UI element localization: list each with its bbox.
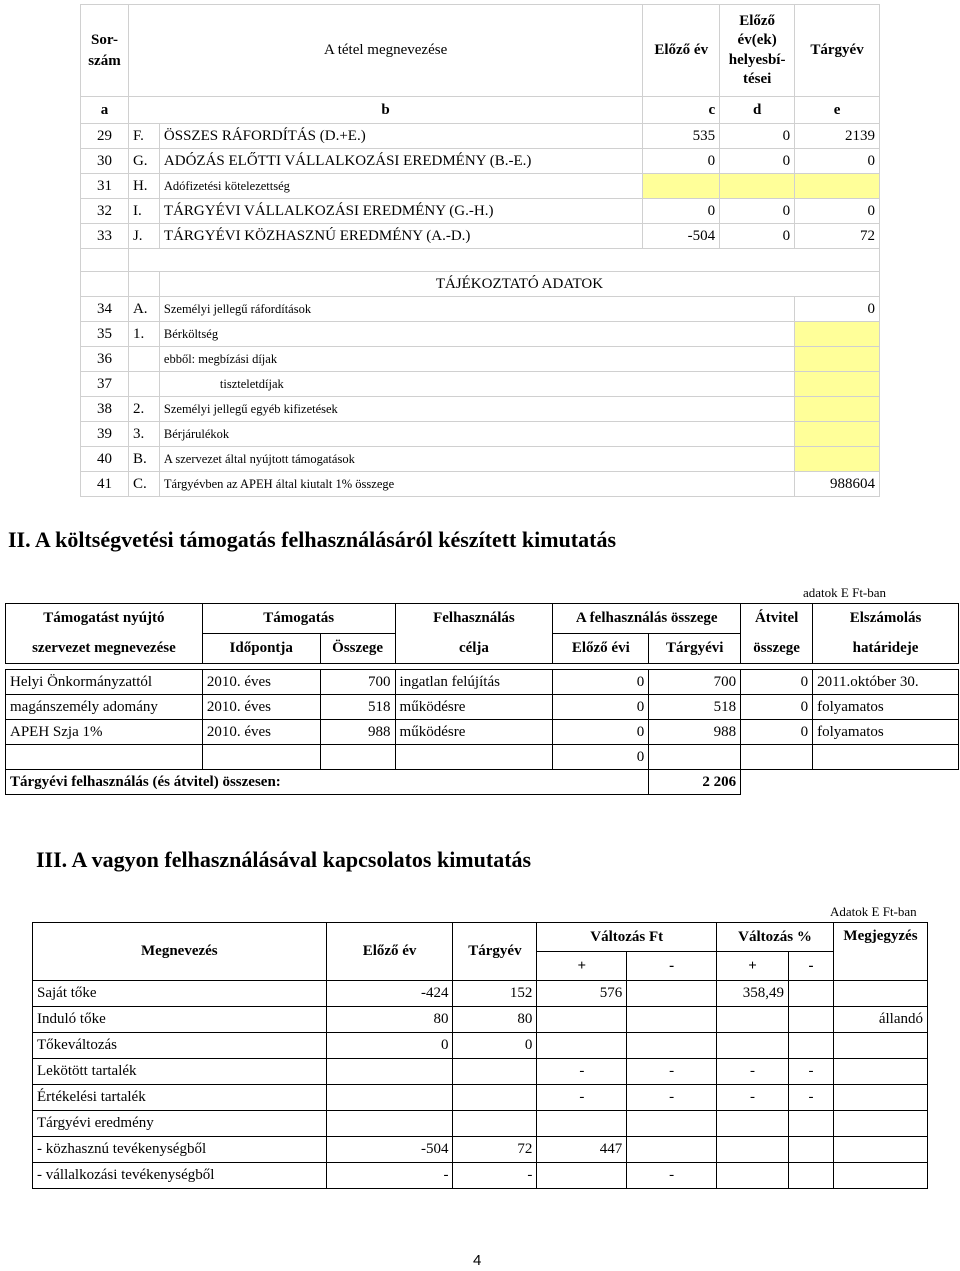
- cell-prev: 0: [553, 745, 649, 770]
- header-tamogatast-nyujto: Támogatást nyújtó: [6, 604, 203, 634]
- info-row: [81, 472, 880, 497]
- cell-note: állandó: [833, 1007, 927, 1033]
- header-targyev: Tárgyév: [795, 5, 880, 97]
- value-helyesbites: 0: [720, 124, 795, 149]
- cell-ft-plus: 447: [537, 1137, 627, 1163]
- cell-ft-minus: [627, 1137, 717, 1163]
- cell-note: [833, 1085, 927, 1111]
- cell-ft-plus: 576: [537, 981, 627, 1007]
- cell-amount: 700: [320, 670, 395, 695]
- cell-date: 2010. éves: [202, 670, 320, 695]
- cell-pct-plus: [717, 1163, 789, 1189]
- cell-ft-minus: -: [627, 1163, 717, 1189]
- table-row: [81, 124, 880, 149]
- cell-curr: [453, 1111, 537, 1137]
- row-label: Tárgyévben az APEH által kiutalt 1% összege: [159, 472, 794, 497]
- subsidy-table: [5, 603, 959, 795]
- info-row: [81, 322, 880, 347]
- header-felhasznalas: Felhasználás: [395, 604, 553, 634]
- cell-deadline: 2011.október 30.: [813, 670, 959, 695]
- row-code: I.: [128, 199, 159, 224]
- header-valtozas-pct: Változás %: [717, 923, 834, 952]
- total-value: 2 206: [649, 770, 741, 795]
- row-code: B.: [128, 447, 159, 472]
- cell-pct-minus: [789, 981, 834, 1007]
- letter-e: e: [795, 97, 880, 124]
- cell-amount: 988: [320, 720, 395, 745]
- cell-prev: -504: [326, 1137, 453, 1163]
- cell-prev: [326, 1059, 453, 1085]
- cell-date: [202, 745, 320, 770]
- header-helyesbitesei: Előző év(ek) helyesbí- tései: [720, 5, 795, 97]
- cell-carry: 0: [741, 695, 813, 720]
- cell-ft-plus: -: [537, 1085, 627, 1111]
- row-code: C.: [128, 472, 159, 497]
- cell-amount: [320, 745, 395, 770]
- header-hatarideje: határideje: [813, 634, 959, 664]
- value-targyev: [795, 174, 880, 199]
- table-row: [33, 1033, 928, 1059]
- value-targyev: 0: [795, 149, 880, 174]
- cell-prev: -: [326, 1163, 453, 1189]
- cell-curr: -: [453, 1163, 537, 1189]
- cell-pct-minus: [789, 1111, 834, 1137]
- cell-deadline: [813, 745, 959, 770]
- value-elozo-ev: 535: [643, 124, 720, 149]
- asset-table: [32, 922, 928, 1189]
- section3-unit-note: Adatok E Ft-ban: [830, 904, 917, 919]
- cell-date: 2010. éves: [202, 720, 320, 745]
- row-code: [128, 347, 159, 372]
- row-number: 30: [81, 149, 129, 174]
- section2-unit-note: adatok E Ft-ban: [803, 585, 887, 600]
- cell-label: Tárgyévi eredmény: [33, 1111, 327, 1137]
- cell-ft-minus: [627, 1007, 717, 1033]
- cell-pct-plus: [717, 1111, 789, 1137]
- row-code: 3.: [128, 422, 159, 447]
- header-idopontja: Időpontja: [202, 634, 320, 664]
- table-row: [33, 1059, 928, 1085]
- header-elozo-ev: Előző év: [643, 5, 720, 97]
- cell-carry: 0: [741, 670, 813, 695]
- info-row: [81, 372, 880, 397]
- cell-prev: [326, 1111, 453, 1137]
- letter-c: c: [643, 97, 720, 124]
- row-label: ADÓZÁS ELŐTTI VÁLLALKOZÁSI EREDMÉNY (B.-E.): [159, 149, 642, 174]
- value-targyev: [795, 372, 880, 397]
- cell-ft-minus: [627, 1111, 717, 1137]
- cell-ft-plus: [537, 1033, 627, 1059]
- letter-b: b: [128, 97, 642, 124]
- cell-ft-plus: -: [537, 1059, 627, 1085]
- cell-curr: [453, 1085, 537, 1111]
- header-elszamolas: Elszámolás: [813, 604, 959, 634]
- table-row: [81, 199, 880, 224]
- header-elozo-ev: Előző év: [326, 923, 453, 981]
- results-table: [80, 4, 880, 497]
- row-label: ebből: megbízási díjak: [159, 347, 794, 372]
- letter-d: d: [720, 97, 795, 124]
- row-number: 38: [81, 397, 129, 422]
- cell-label: Tőkeváltozás: [33, 1033, 327, 1059]
- cell-org: Helyi Önkormányzattól: [6, 670, 203, 695]
- row-code: H.: [128, 174, 159, 199]
- row-label: tiszteletdíjak: [159, 372, 794, 397]
- cell-curr: 518: [649, 695, 741, 720]
- cell-pct-minus: [789, 1163, 834, 1189]
- cell-curr: 700: [649, 670, 741, 695]
- cell-pct-plus: 358,49: [717, 981, 789, 1007]
- cell-prev: [326, 1085, 453, 1111]
- header-sign: -: [627, 952, 717, 981]
- total-label: Tárgyévi felhasználás (és átvitel) összesen:: [6, 770, 649, 795]
- table-row: [33, 1163, 928, 1189]
- cell-label: - közhasznú tevékenységből: [33, 1137, 327, 1163]
- value-elozo-ev: 0: [643, 199, 720, 224]
- cell-pct-minus: -: [789, 1059, 834, 1085]
- row-number: 39: [81, 422, 129, 447]
- table-row: [81, 149, 880, 174]
- cell-ft-minus: -: [627, 1085, 717, 1111]
- info-row: [81, 297, 880, 322]
- header-megjegyzes: Megjegyzés: [833, 923, 927, 981]
- cell-purpose: [395, 745, 553, 770]
- cell-note: [833, 981, 927, 1007]
- cell-pct-plus: [717, 1137, 789, 1163]
- header-targyev: Tárgyév: [453, 923, 537, 981]
- section2-title: II. A költségvetési támogatás felhasználásáról készített kimutatás: [8, 527, 617, 552]
- cell-note: [833, 1137, 927, 1163]
- cell-ft-plus: [537, 1163, 627, 1189]
- row-code: J.: [128, 224, 159, 249]
- cell-pct-minus: [789, 1007, 834, 1033]
- table-row: [33, 981, 928, 1007]
- header-atvitel-osszege: összege: [741, 634, 813, 664]
- info-row: [81, 347, 880, 372]
- cell-label: Induló tőke: [33, 1007, 327, 1033]
- value-targyev: 0: [795, 199, 880, 224]
- row-code: 1.: [128, 322, 159, 347]
- row-label: Személyi jellegű ráfordítások: [159, 297, 794, 322]
- section3-title: III. A vagyon felhasználásával kapcsolatos kimutatás: [36, 847, 532, 872]
- info-row: [81, 422, 880, 447]
- row-label: Személyi jellegű egyéb kifizetések: [159, 397, 794, 422]
- row-label: ÖSSZES RÁFORDÍTÁS (D.+E.): [159, 124, 642, 149]
- info-row: [81, 447, 880, 472]
- header-sign: +: [537, 952, 627, 981]
- header-megnevezes: A tétel megnevezése: [128, 5, 642, 97]
- cell-pct-minus: -: [789, 1085, 834, 1111]
- header-tamogatas: Támogatás: [202, 604, 395, 634]
- row-code: G.: [128, 149, 159, 174]
- row-number: 29: [81, 124, 129, 149]
- value-helyesbites: 0: [720, 224, 795, 249]
- header-sign: -: [789, 952, 834, 981]
- row-number: 35: [81, 322, 129, 347]
- cell-pct-plus: -: [717, 1085, 789, 1111]
- cell-purpose: ingatlan felújítás: [395, 670, 553, 695]
- cell-curr: 988: [649, 720, 741, 745]
- table-row: [81, 224, 880, 249]
- row-code: F.: [128, 124, 159, 149]
- header-felhasznalas-osszege: A felhasználás összege: [553, 604, 741, 634]
- cell-prev: -424: [326, 981, 453, 1007]
- value-targyev: [795, 347, 880, 372]
- cell-carry: [741, 745, 813, 770]
- header-elozo-evi: Előző évi: [553, 634, 649, 664]
- cell-ft-minus: [627, 981, 717, 1007]
- info-row: [81, 397, 880, 422]
- cell-curr: [649, 745, 741, 770]
- cell-note: [833, 1163, 927, 1189]
- row-number: 31: [81, 174, 129, 199]
- header-celja: célja: [395, 634, 553, 664]
- cell-prev: 0: [326, 1033, 453, 1059]
- row-code: [128, 372, 159, 397]
- cell-pct-plus: [717, 1007, 789, 1033]
- cell-pct-minus: [789, 1137, 834, 1163]
- cell-prev: 0: [553, 670, 649, 695]
- header-sorszam: Sor- szám: [81, 5, 129, 97]
- info-title: TÁJÉKOZTATÓ ADATOK: [159, 272, 879, 297]
- row-label: Bérköltség: [159, 322, 794, 347]
- letter-a: a: [81, 97, 129, 124]
- cell-curr: [453, 1059, 537, 1085]
- cell-label: - vállalkozási tevékenységből: [33, 1163, 327, 1189]
- row-code: A.: [128, 297, 159, 322]
- value-helyesbites: [720, 174, 795, 199]
- cell-prev: 0: [553, 695, 649, 720]
- page-number: 4: [473, 1252, 482, 1269]
- value-helyesbites: 0: [720, 149, 795, 174]
- row-number: 37: [81, 372, 129, 397]
- cell-curr: 80: [453, 1007, 537, 1033]
- table-row: [33, 1007, 928, 1033]
- cell-ft-plus: [537, 1007, 627, 1033]
- cell-note: [833, 1111, 927, 1137]
- table-row: [6, 695, 959, 720]
- cell-label: Saját tőke: [33, 981, 327, 1007]
- cell-purpose: működésre: [395, 695, 553, 720]
- cell-purpose: működésre: [395, 720, 553, 745]
- cell-ft-minus: -: [627, 1059, 717, 1085]
- row-label: TÁRGYÉVI KÖZHASZNÚ EREDMÉNY (A.-D.): [159, 224, 642, 249]
- cell-deadline: folyamatos: [813, 720, 959, 745]
- cell-org: magánszemély adomány: [6, 695, 203, 720]
- value-targyev: 988604: [795, 472, 880, 497]
- row-number: 32: [81, 199, 129, 224]
- table-row: [6, 670, 959, 695]
- header-szervezet: szervezet megnevezése: [6, 634, 203, 664]
- cell-pct-plus: -: [717, 1059, 789, 1085]
- row-number: 40: [81, 447, 129, 472]
- cell-label: Értékelési tartalék: [33, 1085, 327, 1111]
- cell-note: [833, 1059, 927, 1085]
- table-row: [33, 1085, 928, 1111]
- row-number: 34: [81, 297, 129, 322]
- value-targyev: 72: [795, 224, 880, 249]
- value-targyev: [795, 397, 880, 422]
- cell-note: [833, 1033, 927, 1059]
- cell-org: [6, 745, 203, 770]
- header-megnevezes: Megnevezés: [33, 923, 327, 981]
- header-sign: +: [717, 952, 789, 981]
- row-label: TÁRGYÉVI VÁLLALKOZÁSI EREDMÉNY (G.-H.): [159, 199, 642, 224]
- cell-curr: 152: [453, 981, 537, 1007]
- row-label: Bérjárulékok: [159, 422, 794, 447]
- value-helyesbites: 0: [720, 199, 795, 224]
- cell-carry: 0: [741, 720, 813, 745]
- cell-ft-minus: [627, 1033, 717, 1059]
- value-elozo-ev: 0: [643, 149, 720, 174]
- row-number: 41: [81, 472, 129, 497]
- table-row: [6, 745, 959, 770]
- total-row: [6, 770, 959, 795]
- table-row: [33, 1111, 928, 1137]
- row-label: A szervezet által nyújtott támogatások: [159, 447, 794, 472]
- value-targyev: [795, 422, 880, 447]
- value-targyev: 2139: [795, 124, 880, 149]
- cell-label: Lekötött tartalék: [33, 1059, 327, 1085]
- header-osszege: Összege: [320, 634, 395, 664]
- header-valtozas-ft: Változás Ft: [537, 923, 717, 952]
- cell-ft-plus: [537, 1111, 627, 1137]
- cell-prev: 80: [326, 1007, 453, 1033]
- table-row: [81, 174, 880, 199]
- value-targyev: [795, 322, 880, 347]
- table-row: [33, 1137, 928, 1163]
- header-atvitel: Átvitel: [741, 604, 813, 634]
- cell-date: 2010. éves: [202, 695, 320, 720]
- cell-pct-minus: [789, 1033, 834, 1059]
- cell-org: APEH Szja 1%: [6, 720, 203, 745]
- row-code: 2.: [128, 397, 159, 422]
- table-row: [6, 720, 959, 745]
- value-targyev: [795, 447, 880, 472]
- row-label: Adófizetési kötelezettség: [159, 174, 642, 199]
- value-targyev: 0: [795, 297, 880, 322]
- cell-curr: 0: [453, 1033, 537, 1059]
- value-elozo-ev: -504: [643, 224, 720, 249]
- cell-amount: 518: [320, 695, 395, 720]
- row-number: 33: [81, 224, 129, 249]
- cell-prev: 0: [553, 720, 649, 745]
- row-number: 36: [81, 347, 129, 372]
- cell-deadline: folyamatos: [813, 695, 959, 720]
- cell-curr: 72: [453, 1137, 537, 1163]
- value-elozo-ev: [643, 174, 720, 199]
- header-targyevi: Tárgyévi: [649, 634, 741, 664]
- cell-pct-plus: [717, 1033, 789, 1059]
